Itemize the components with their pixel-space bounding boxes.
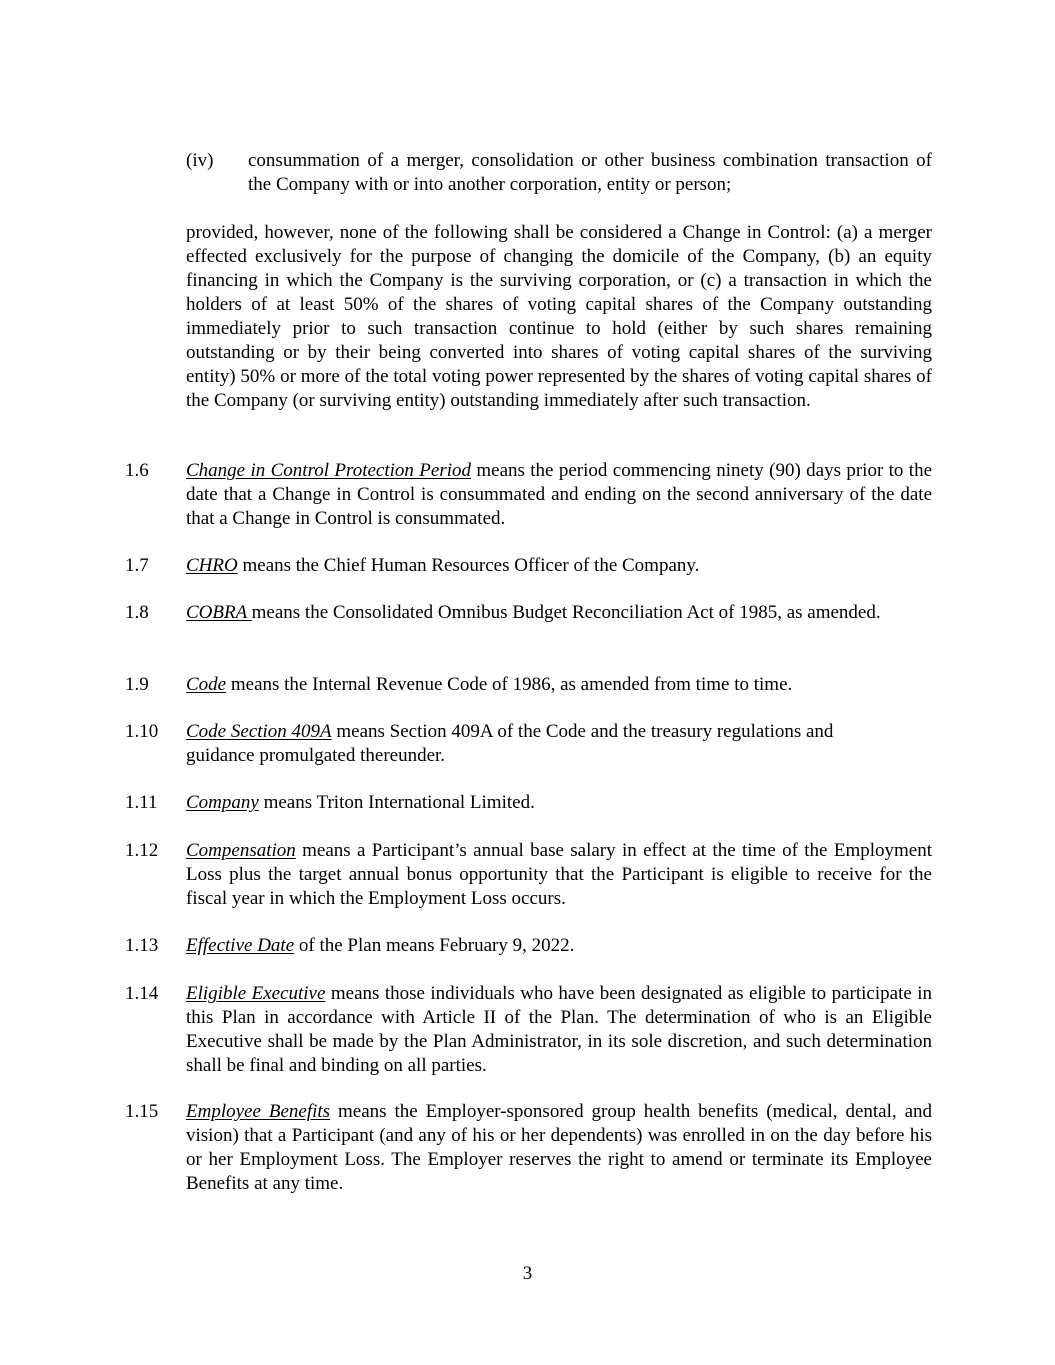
definition-number: 1.11	[125, 792, 158, 813]
definition-number: 1.15	[125, 1101, 159, 1122]
page-number: 3	[522, 1263, 533, 1284]
definition-text: means the Employer-sponsored group health benefits (medical, dental, and vision) that a Participant (and any of his or her dependents) was enrolled in on the day before his or her Employment Loss. The Employer reserves the right to amend or terminate its Employee Benefits at any time.	[186, 1101, 932, 1194]
definition-number: 1.12	[125, 840, 159, 861]
proviso-paragraph: provided, however, none of the following shall be considered a Change in Control: (a) a merger effected exclusively for the purpose of changing the domicile of the Company, (b) an equity financing in which the Company is the surviving corporation, or (c) a transaction in which the holders of at least 50% of the shares of voting capital shares of the Company outstanding immediately prior to such transaction continue to hold (either by such shares remaining outstanding or by their being converted into shares of voting capital shares of the surviving entity) 50% or more of the total voting power represented by the shares of voting capital shares of the Company (or surviving entity) outstanding immediately after such transaction.	[186, 222, 932, 411]
defined-term: COBRA	[186, 602, 252, 623]
definition-text: means the period commencing ninety (90) days prior to the date that a Change in Control is consummated and ending on the second anniversary of the date that a Change in Control is consummated.	[186, 460, 933, 529]
definition-number: 1.8	[125, 602, 149, 623]
definition-number: 1.7	[125, 555, 149, 576]
defined-term: CHRO	[186, 555, 238, 576]
definition-text: of the Plan means February 9, 2022.	[294, 935, 575, 956]
definition-number: 1.13	[125, 935, 159, 956]
definition-text: means the Chief Human Resources Officer of the Company.	[237, 555, 700, 576]
definition-text: means the Internal Revenue Code of 1986, as amended from time to time.	[226, 674, 793, 695]
definition-text: means the Consolidated Omnibus Budget Reconciliation Act of 1985, as amended.	[251, 602, 881, 623]
clause-number: (iv)	[186, 150, 214, 171]
defined-term: Code Section 409A	[186, 721, 332, 742]
definition-number: 1.14	[125, 983, 159, 1004]
definition-text: means a Participant’s annual base salary in effect at the time of the Employment Loss plus the target annual bonus opportunity that the Participant is eligible to receive for the fiscal year in which the Employment Loss occurs.	[186, 840, 932, 909]
definition-number: 1.9	[125, 674, 149, 695]
definition-text: means those individuals who have been designated as eligible to participate in this Plan in accordance with Article II of the Plan. The determination of who is an Eligible Executive shall be made by the Plan Administrator, in its sole discretion, and such determination shall be final and binding on all parties.	[186, 983, 932, 1076]
definition-text: means Section 409A of the Code and the treasury regulations and guidance promulgated thereunder.	[186, 721, 834, 766]
defined-term: Code	[186, 674, 227, 695]
defined-term: Company	[186, 792, 259, 813]
definition-text: means Triton International Limited.	[258, 792, 535, 813]
defined-term: Effective Date	[186, 935, 295, 956]
definition-number: 1.6	[125, 460, 149, 481]
clause-text: consummation of a merger, consolidation or other business combination transaction of the Company with or into another corporation, entity or person;	[248, 150, 932, 195]
definition-number: 1.10	[125, 721, 159, 742]
defined-term: Change in Control Protection Period	[186, 460, 471, 481]
defined-term: Eligible Executive	[186, 983, 326, 1004]
defined-term: Employee Benefits	[186, 1101, 331, 1122]
defined-term: Compensation	[186, 840, 296, 861]
